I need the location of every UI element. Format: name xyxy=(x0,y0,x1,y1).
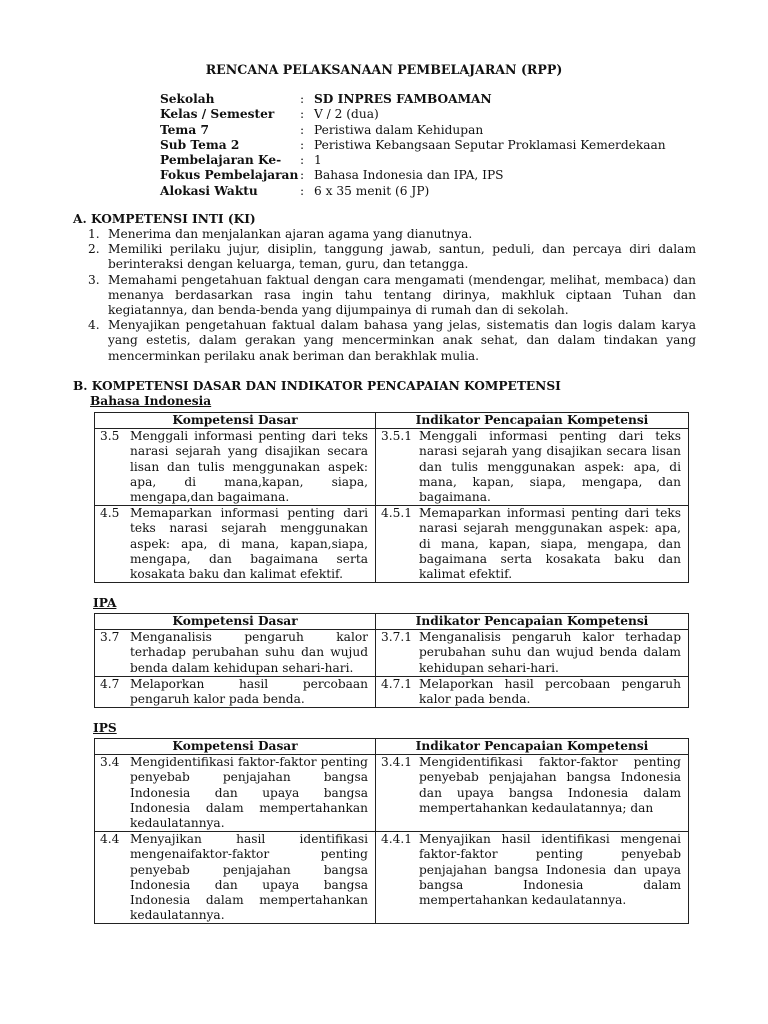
info-value: 1 xyxy=(314,153,322,168)
kd-text: Melaporkan hasil percobaan pengaruh kalor pada benda. xyxy=(130,676,368,707)
table-row xyxy=(95,429,689,506)
section-b-heading: B. KOMPETENSI DASAR DAN INDIKATOR PENCAPAIAN KOMPETENSI xyxy=(73,379,561,393)
kd-number: 4.7 xyxy=(100,676,120,691)
list-item xyxy=(80,273,696,319)
list-number: 3. xyxy=(88,272,100,287)
table-row xyxy=(95,676,689,707)
ipa-table xyxy=(94,613,689,708)
ipk-text: Mengidentifikasi faktor-faktor penting penyebab penjajahan bangsa Indonesia dan upaya bangsa Indonesia dalam mempertahankan kedaulatannya; dan xyxy=(419,755,681,815)
ipk-text: Menggali informasi penting dari teks narasi sejarah yang disajikan secara lisan dan tulis menggunakan aspek: apa, di mana, kapan, siapa, mengapa, dan bagaimana. xyxy=(419,429,681,505)
ipk-text: Melaporkan hasil percobaan pengaruh kalor pada benda. xyxy=(419,676,681,707)
ipk-number: 3.4.1 xyxy=(381,755,413,770)
ips-table xyxy=(94,738,689,924)
ipk-text: Memaparkan informasi penting dari teks narasi sejarah menggunakan aspek: apa, di mana, kapan, siapa, mengapa, dan bagaimana serta kosakata baku dan kalimat efektif. xyxy=(419,506,681,582)
list-text: Menyajikan pengetahuan faktual dalam bahasa yang jelas, sistematis dan logis dalam karya yang estetis, dalam gerakan yang mencerminkan anak sehat, dan dalam tindakan yang mencerminkan perilaku anak beriman dan berakhlak mulia. xyxy=(108,318,696,363)
ipa-label: IPA xyxy=(93,596,117,610)
column-header: Kompetensi Dasar xyxy=(95,413,376,429)
info-key: Kelas / Semester xyxy=(160,107,275,122)
bahasa-table xyxy=(94,412,689,583)
info-row xyxy=(160,168,666,183)
info-row xyxy=(160,107,666,122)
info-value: Peristiwa Kebangsaan Seputar Proklamasi Kemerdekaan xyxy=(314,137,666,152)
kd-cell xyxy=(95,429,376,506)
info-key: Alokasi Waktu xyxy=(160,183,258,198)
kd-text: Menyajikan hasil identifikasi mengenaifaktor-faktor penting penyebab penjajahan bangsa Indonesia dan upaya bangsa Indonesia dalam mempertahankan kedaulatannya. xyxy=(130,832,368,923)
info-colon: : xyxy=(300,183,305,198)
ipk-cell xyxy=(376,429,689,506)
list-text: Memiliki perilaku jujur, disiplin, tanggung jawab, santun, peduli, dan percaya diri dalam berinteraksi dengan keluarga, teman, guru, dan tetangga. xyxy=(108,242,696,272)
info-key: Fokus Pembelajaran xyxy=(160,168,299,183)
ipk-number: 3.5.1 xyxy=(381,429,413,444)
table-row xyxy=(95,755,689,832)
column-header: Kompetensi Dasar xyxy=(95,614,376,630)
section-a-heading: A. KOMPETENSI INTI (KI) xyxy=(73,212,256,226)
kd-number: 4.5 xyxy=(100,506,120,521)
kd-text: Memaparkan informasi penting dari teks narasi sejarah menggunakan aspek: apa, di mana, kapan,siapa, mengapa, dan bagaimana serta kosakata baku dan kalimat efektif. xyxy=(130,506,368,582)
kd-number: 3.5 xyxy=(100,429,120,444)
kd-number: 3.4 xyxy=(100,755,120,770)
kd-text: Menganalisis pengaruh kalor terhadap perubahan suhu dan wujud benda dalam kehidupan sehari-hari. xyxy=(130,630,368,675)
kd-text: Mengidentifikasi faktor-faktor penting penyebab penjajahan bangsa Indonesia dan upaya bangsa Indonesia dalam mempertahankan kedaulatannya. xyxy=(130,755,368,831)
kd-cell xyxy=(95,506,376,583)
info-row xyxy=(160,138,666,153)
info-key: Sekolah xyxy=(160,92,215,106)
ipk-cell xyxy=(376,755,689,832)
info-value: Peristiwa dalam Kehidupan xyxy=(314,122,484,137)
info-colon: : xyxy=(300,107,305,122)
table-header-row xyxy=(95,739,689,755)
table-row xyxy=(95,630,689,677)
list-text: Memahami pengetahuan faktual dengan cara mengamati (mendengar, melihat, membaca) dan menanya berdasarkan rasa ingin tahu tentang dirinya, makhluk ciptaan Tuhan dan kegiatannya, dan benda-benda yang dijumpainya di rumah dan di sekolah. xyxy=(108,272,696,318)
kd-text: Menggali informasi penting dari teks narasi sejarah yang disajikan secara lisan dan tulis menggunakan aspek: apa, di mana,kapan, siapa, mengapa,dan bagaimana. xyxy=(130,429,368,505)
info-colon: : xyxy=(300,137,305,152)
document-title: RENCANA PELAKSANAAN PEMBELAJARAN (RPP) xyxy=(205,62,563,77)
ipk-text: Menyajikan hasil identifikasi mengenai faktor-faktor penting penyebab penjajahan bangsa Indonesia dan upaya bangsa Indonesia dalam mempertahankan kedaulatannya. xyxy=(419,832,681,908)
column-header: Indikator Pencapaian Kompetensi xyxy=(376,739,689,755)
kd-number: 3.7 xyxy=(100,630,120,645)
ipk-number: 4.5.1 xyxy=(381,506,413,521)
info-value: V / 2 (dua) xyxy=(314,107,379,122)
column-header: Kompetensi Dasar xyxy=(95,739,376,755)
ipk-cell xyxy=(376,630,689,677)
info-value: 6 x 35 menit (6 JP) xyxy=(314,183,430,198)
list-item xyxy=(80,227,696,242)
ipk-number: 3.7.1 xyxy=(381,630,413,645)
info-colon: : xyxy=(300,168,305,183)
ipk-number: 4.7.1 xyxy=(381,676,413,691)
list-item xyxy=(80,318,696,364)
table-row xyxy=(95,832,689,924)
info-row xyxy=(160,184,666,199)
info-value: SD INPRES FAMBOAMAN xyxy=(314,92,492,106)
info-value: Bahasa Indonesia dan IPA, IPS xyxy=(314,168,504,183)
list-number: 4. xyxy=(88,318,100,333)
table-header-row xyxy=(95,614,689,630)
info-row xyxy=(160,123,666,138)
ipk-number: 4.4.1 xyxy=(381,832,413,847)
table-header-row xyxy=(95,413,689,429)
ipk-cell xyxy=(376,676,689,707)
info-key: Tema 7 xyxy=(160,122,209,137)
kd-cell xyxy=(95,630,376,677)
identity-table xyxy=(160,92,666,199)
kd-cell xyxy=(95,755,376,832)
ki-list xyxy=(80,227,696,364)
kd-cell xyxy=(95,832,376,924)
list-text: Menerima dan menjalankan ajaran agama yang dianutnya. xyxy=(108,227,473,241)
ipk-cell xyxy=(376,832,689,924)
info-colon: : xyxy=(300,122,305,137)
column-header: Indikator Pencapaian Kompetensi xyxy=(376,614,689,630)
info-colon: : xyxy=(300,92,305,106)
ipk-text: Menganalisis pengaruh kalor terhadap perubahan suhu dan wujud benda dalam kehidupan sehari-hari. xyxy=(419,630,681,675)
info-key: Sub Tema 2 xyxy=(160,137,240,152)
info-row xyxy=(160,153,666,168)
kd-number: 4.4 xyxy=(100,832,120,847)
ipk-cell xyxy=(376,506,689,583)
table-row xyxy=(95,506,689,583)
list-item xyxy=(80,242,696,272)
column-header: Indikator Pencapaian Kompetensi xyxy=(376,413,689,429)
list-number: 1. xyxy=(88,227,100,241)
info-colon: : xyxy=(300,153,305,168)
list-number: 2. xyxy=(88,242,100,257)
info-key: Pembelajaran Ke- xyxy=(160,153,282,168)
info-row xyxy=(160,92,666,107)
ips-label: IPS xyxy=(93,721,117,735)
bahasa-indonesia-label: Bahasa Indonesia xyxy=(90,394,212,408)
kd-cell xyxy=(95,676,376,707)
